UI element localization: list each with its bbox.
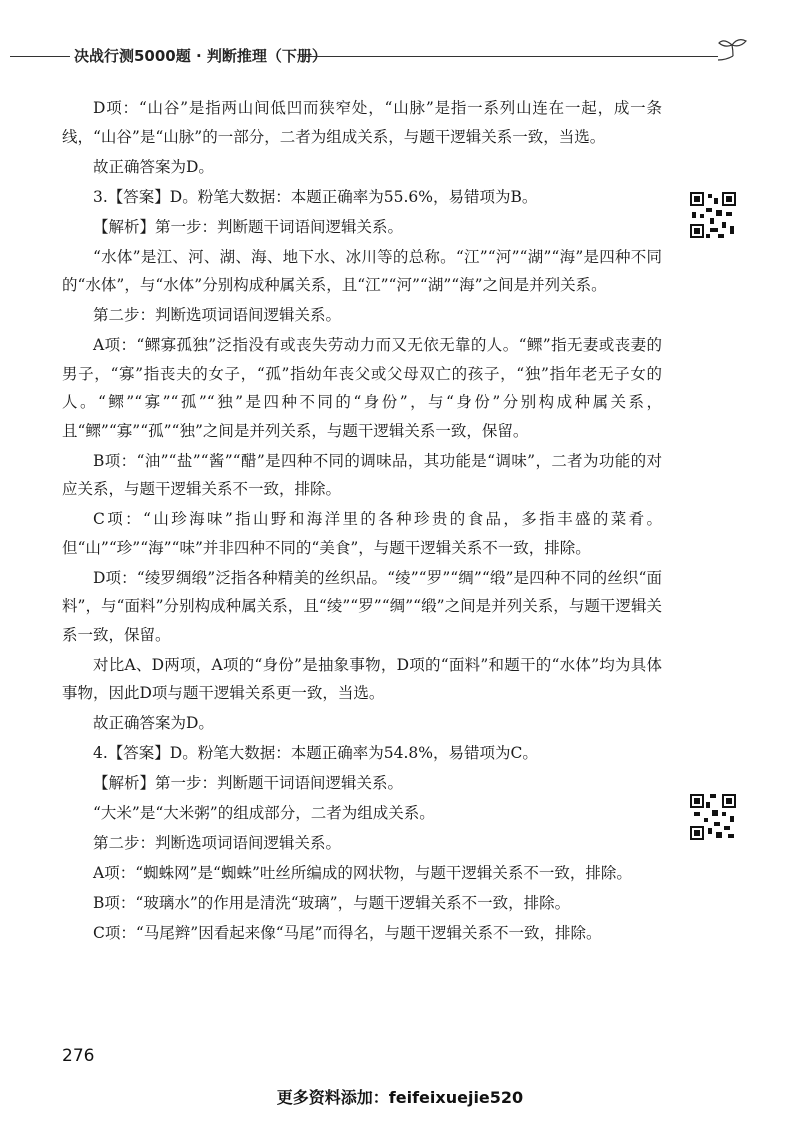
paragraph-option-d: D项：“绫罗绸缎”泛指各种精美的丝织品。“绫”“罗”“绸”“缎”是四种不同的丝织“面料”，与“面料”分别构成种属关系，且“绫”“罗”“绸”“缎”之间是并列关系，与题干逻辑关系一致，保留。	[62, 568, 662, 644]
paragraph-answer: 故正确答案为D。	[93, 157, 214, 176]
page-header	[0, 44, 800, 70]
qr-code-graphic	[688, 792, 738, 842]
question-3-analysis: 【解析】第一步：判断题干词语间逻辑关系。	[93, 217, 404, 236]
sprout-icon	[716, 36, 750, 62]
page-number: 276	[62, 1046, 95, 1066]
book-title: 决战行测5000题 · 判断推理（下册）	[74, 47, 327, 65]
footer-note: 更多资料添加：feifeixuejie520	[276, 1088, 524, 1107]
paragraph-d-option: D项：“山谷”是指两山间低凹而狭窄处，“山脉”是指一系列山连在一起，成一条线，“山谷”是“山脉”的一部分，二者为组成关系，与题干逻辑关系一致，当选。	[62, 99, 662, 146]
main-text	[62, 94, 662, 949]
question-4-answer: 4.【答案】D。粉笔大数据：本题正确率为54.8%，易错项为C。	[93, 744, 538, 762]
paragraph-step2: 第二步：判断选项词语间逻辑关系。	[93, 834, 342, 852]
paragraph-body: “大米”是“大米粥”的组成部分，二者为组成关系。	[93, 804, 435, 822]
qr-code-icon[interactable]	[688, 190, 738, 240]
paragraph-option-c: C项：“山珍海味”指山野和海洋里的各种珍贵的食品，多指丰盛的菜肴。但“山”“珍”“海”“味”并非四种不同的“美食”，与题干逻辑关系不一致，排除。	[62, 510, 662, 557]
paragraph-option-a: A项：“鳏寡孤独”泛指没有或丧失劳动力而又无依无靠的人。“鳏”指无妻或丧妻的男子，“寡”指丧夫的女子，“孤”指幼年丧父或父母双亡的孩子，“独”指年老无子女的人。“鳏”“寡”“孤”“独”是四种不同的“身份”，与“身份”分别构成种属关系，且“鳏”“寡”“孤”“独”之间是并列关系，与题干逻辑关系一致，保留。	[62, 336, 662, 440]
paragraph-step2: 第二步：判断选项词语间逻辑关系。	[93, 306, 342, 324]
paragraph-answer: 故正确答案为D。	[93, 714, 214, 732]
qr-code-graphic	[688, 190, 738, 240]
paragraph-option-c: C项：“马尾辫”因看起来像“马尾”而得名，与题干逻辑关系不一致，排除。	[93, 924, 602, 942]
question-4-analysis: 【解析】第一步：判断题干词语间逻辑关系。	[93, 774, 404, 792]
paragraph-option-b: B项：“油”“盐”“酱”“醋”是四种不同的调味品，其功能是“调味”，二者为功能的对应关系，与题干逻辑关系不一致，排除。	[62, 451, 662, 498]
paragraph-body: “水体”是江、河、湖、海、地下水、冰川等的总称。“江”“河”“湖”“海”是四种不同的“水体”，与“水体”分别构成种属关系，且“江”“河”“湖”“海”之间是并列关系。	[62, 247, 662, 294]
qr-code-icon[interactable]	[688, 792, 738, 842]
header-rule-left	[10, 56, 70, 57]
paragraph-compare: 对比A、D两项，A项的“身份”是抽象事物，D项的“面料”和题干的“水体”均为具体事物，因此D项与题干逻辑关系更一致，当选。	[62, 655, 662, 702]
header-rule-right	[300, 56, 718, 57]
question-3-answer: 3.【答案】D。粉笔大数据：本题正确率为55.6%，易错项为B。	[93, 187, 538, 206]
paragraph-option-a: A项：“蜘蛛网”是“蜘蛛”吐丝所编成的网状物，与题干逻辑关系不一致，排除。	[93, 864, 632, 882]
paragraph-option-b: B项：“玻璃水”的作用是清洗“玻璃”，与题干逻辑关系不一致，排除。	[93, 894, 571, 912]
